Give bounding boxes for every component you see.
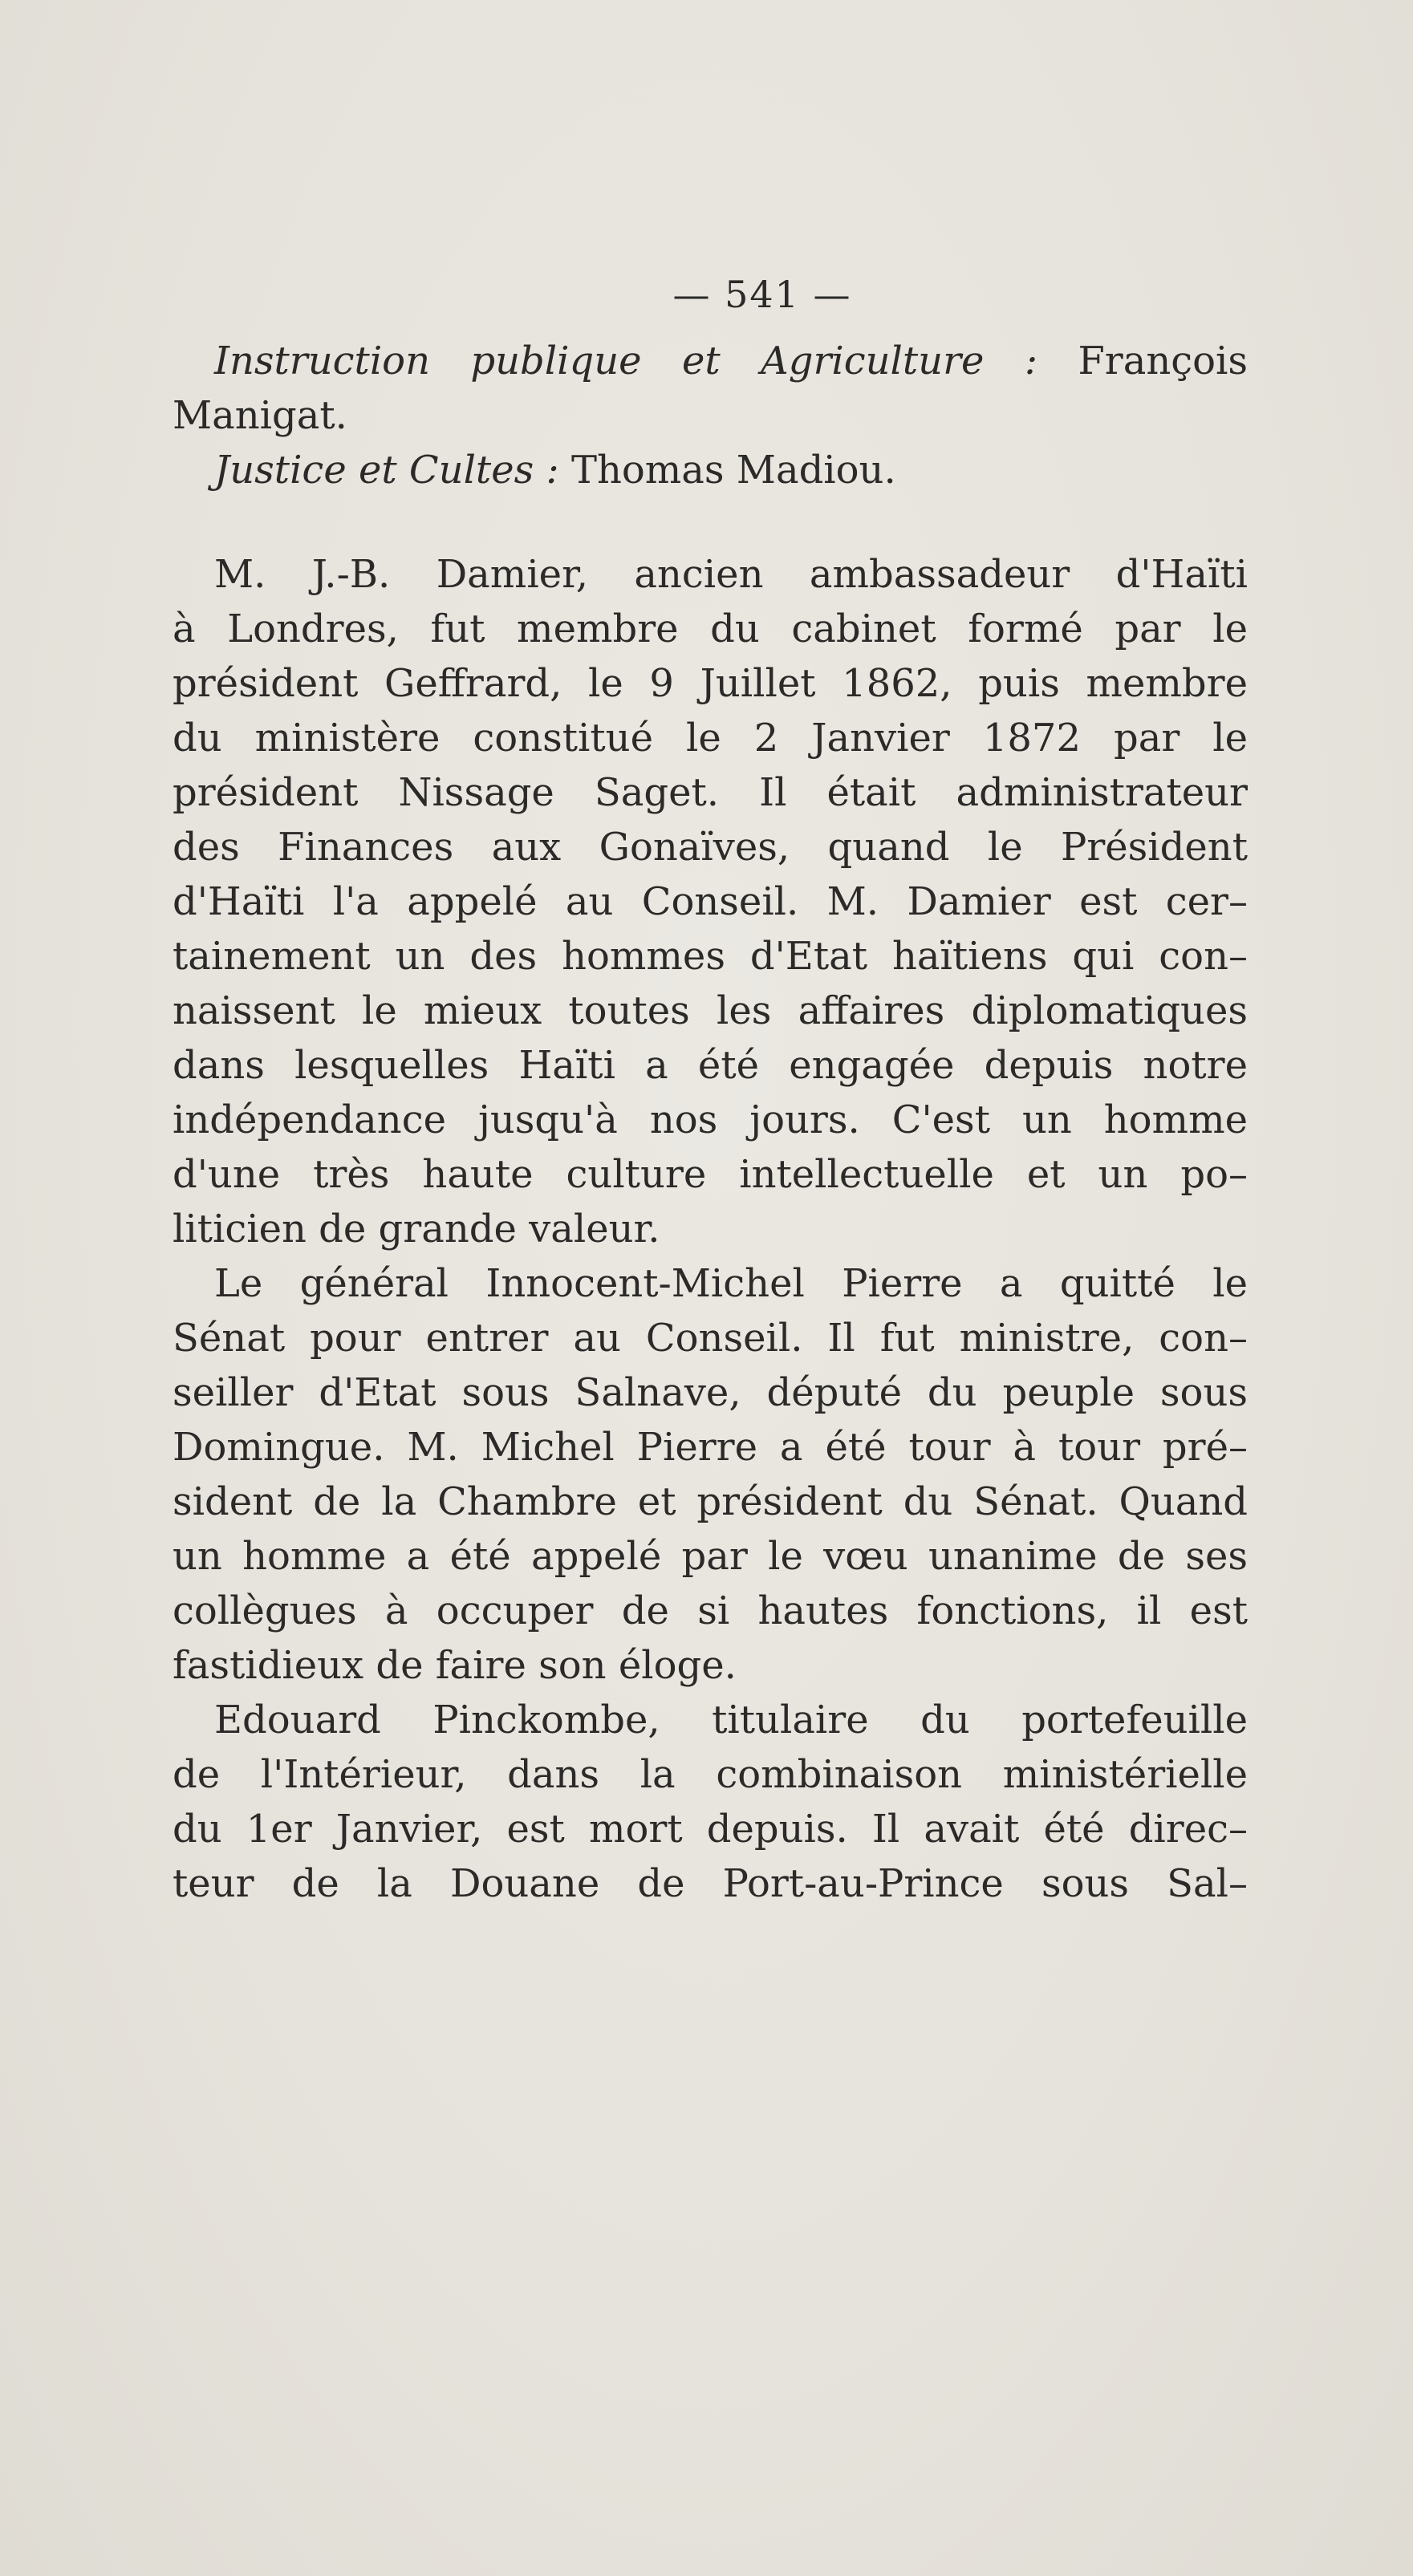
text-line: à Londres, fut membre du cabinet formé par le [173,606,1248,651]
minister-name: François [1037,339,1248,383]
text-line: naissent le mieux toutes les affaires diplomatiques [173,988,1248,1033]
text-line: du 1er Janvier, est mort depuis. Il avait été direc– [173,1807,1248,1852]
paragraph-damier [173,547,1248,1256]
minister-portfolio: Justice et Cultes : [214,448,559,493]
text-block [173,273,1248,1911]
text-line: tainement un des hommes d'Etat haïtiens qui con– [173,934,1248,979]
text-line: d'Haïti l'a appelé au Conseil. M. Damier est cer– [173,879,1248,924]
paragraph-pinckombe [173,1693,1248,1911]
minister-portfolio: Instruction publique et Agriculture : [214,339,1038,383]
text-line: Edouard Pinckombe, titulaire du portefeuille [214,1698,1248,1742]
text-line: liticien de grande valeur. [173,1207,660,1251]
text-line: sident de la Chambre et président du Sénat. Quand [173,1479,1248,1524]
minister-line-1-cont: Manigat. [173,393,347,438]
section-gap [173,497,1248,547]
text-line: teur de la Douane de Port-au-Prince sous Sal– [173,1861,1248,1906]
text-line: du ministère constitué le 2 Janvier 1872 par le [173,716,1248,761]
text-line: collègues à occuper de si hautes fonctions, il est [173,1588,1248,1633]
minister-line-2 [173,443,1248,497]
page-number: — 541 — [672,273,852,316]
text-line: seiller d'Etat sous Salnave, député du peuple sous [173,1370,1248,1415]
text-line: Domingue. M. Michel Pierre a été tour à tour pré– [173,1425,1248,1470]
text-line: d'une très haute culture intellectuelle et un po– [173,1152,1248,1197]
text-line: président Geffrard, le 9 Juillet 1862, puis membre [173,661,1248,706]
text-line: Sénat pour entrer au Conseil. Il fut ministre, con– [173,1316,1248,1361]
text-line: Le général Innocent-Michel Pierre a quitté le [214,1261,1248,1306]
text-line: de l'Intérieur, dans la combinaison ministérielle [173,1752,1248,1797]
minister-name: Thomas Madiou. [558,448,896,493]
text-line: indépendance jusqu'à nos jours. C'est un homme [173,1097,1248,1142]
text-line: fastidieux de faire son éloge. [173,1643,737,1688]
minister-line-1 [173,334,1248,388]
text-line: dans lesquelles Haïti a été engagée depuis notre [173,1043,1248,1088]
text-line: président Nissage Saget. Il était administrateur [173,770,1248,815]
text-line: un homme a été appelé par le vœu unanime de ses [173,1534,1248,1579]
text-line: des Finances aux Gonaïves, quand le Président [173,825,1248,870]
text-line: M. J.-B. Damier, ancien ambassadeur d'Haïti [214,552,1248,597]
paragraph-michel-pierre [173,1256,1248,1693]
